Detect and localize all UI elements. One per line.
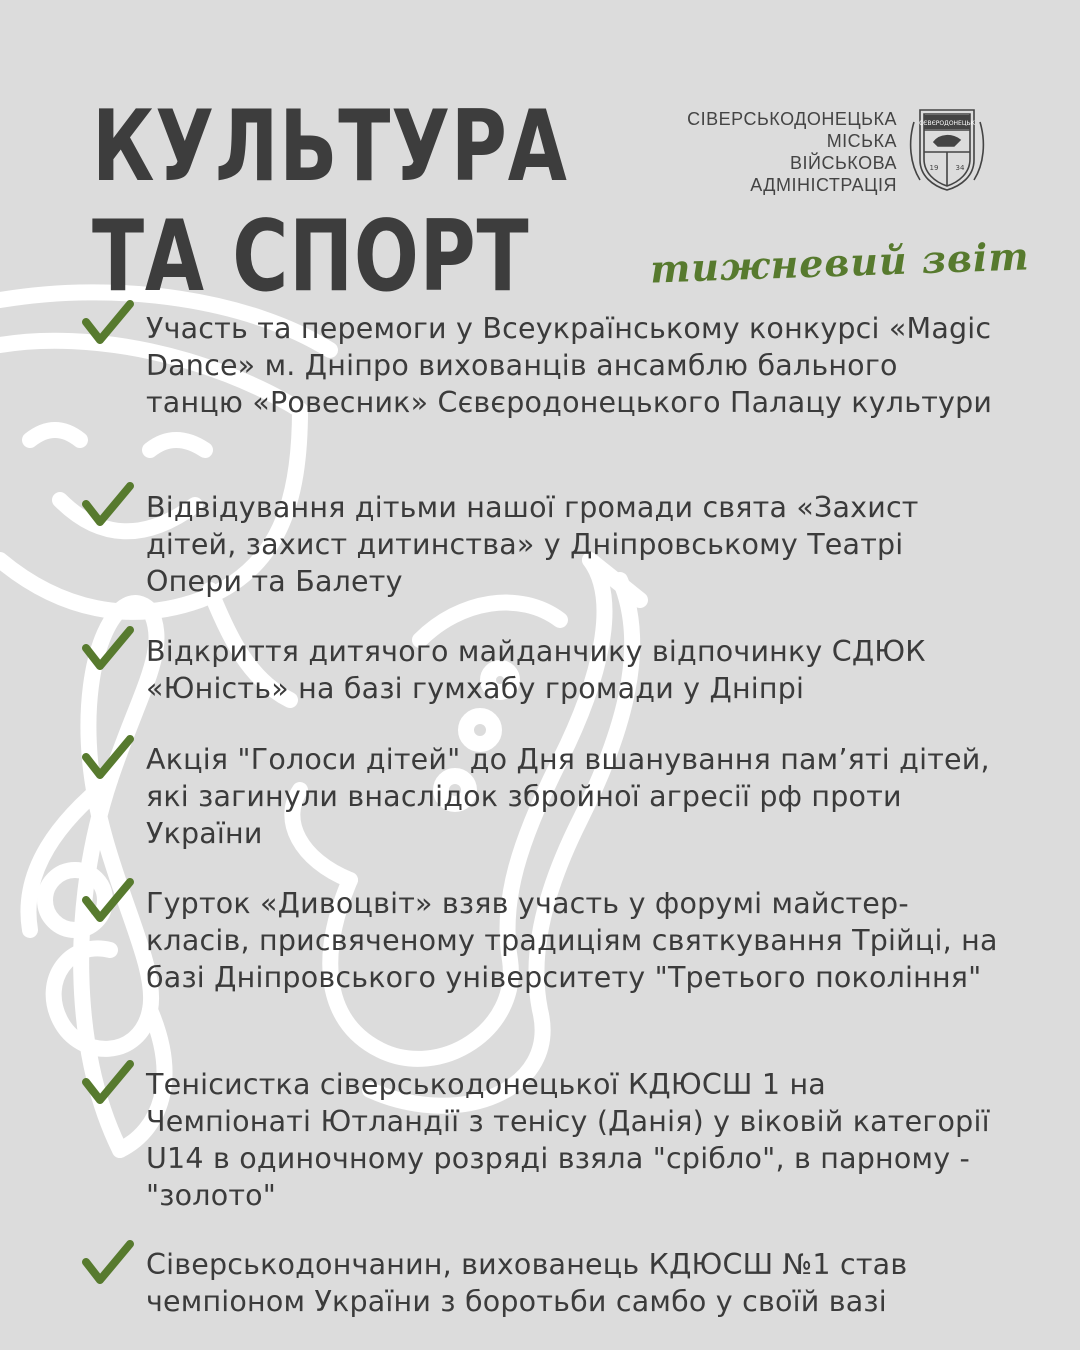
emblem-year-right: 34 [955,164,965,172]
title-line-1: КУЛЬТУРА [92,90,568,204]
checkmark-icon [82,735,134,779]
weekly-report-subtitle: тижневий звіт [649,233,1031,292]
org-line-2: МІСЬКА [826,131,897,151]
emblem-year-left: 19 [929,164,939,172]
checkmark-icon [82,878,134,922]
checkmark-icon [82,626,134,670]
list-item-text: Тенісистка сіверськодонецької КДЮСШ 1 на Чемпіонаті Ютландії з тенісу (Данія) у віковій категорії U14 в одиночному розряді взяла "срібло", в парному - "золото" [146,1068,990,1212]
checkmark-icon [82,482,134,526]
list-item-text: Участь та перемоги у Всеукраїнському конкурсі «Magic Dance» м. Дніпро вихованців ансамблю бального танцю «Ровесник» Сєвєродонецького Палацу культури [146,312,993,419]
title-line-2: ТА СПОРТ [92,200,530,314]
list-item-text: Відкриття дитячого майданчику відпочинку СДЮК «Юність» на базі гумхабу громади у Дніпрі [146,635,926,705]
list-item-text: Акція "Голоси дітей" до Дня вшанування пам’яті дітей, які загинули внаслідок збройної агресії рф проти України [146,743,990,850]
checkmark-icon [82,1060,134,1104]
checkmark-icon [82,1240,134,1284]
emblem-banner: СЄВЄРОДОНЕЦЬК [919,120,975,127]
list-item-text: Сіверськодончанин, вихованець КДЮСШ №1 став чемпіоном України з боротьби самбо у своїй вазі [146,1248,908,1318]
org-line-4: АДМІНІСТРАЦІЯ [750,175,897,195]
checkmark-icon [82,300,134,344]
org-line-3: ВІЙСЬКОВА [790,153,897,173]
org-line-1: СІВЕРСЬКОДОНЕЦЬКА [687,109,897,129]
list-item-text: Гурток «Дивоцвіт» взяв участь у форумі майстер-класів, присвяченому традиціям святкування Трійці, на базі Дніпровського університету "Третього покоління" [146,887,998,994]
list-item-text: Відвідування дітьми нашої громади свята «Захист дітей, захист дитинства» у Дніпровському Театрі Опери та Балету [146,491,919,598]
